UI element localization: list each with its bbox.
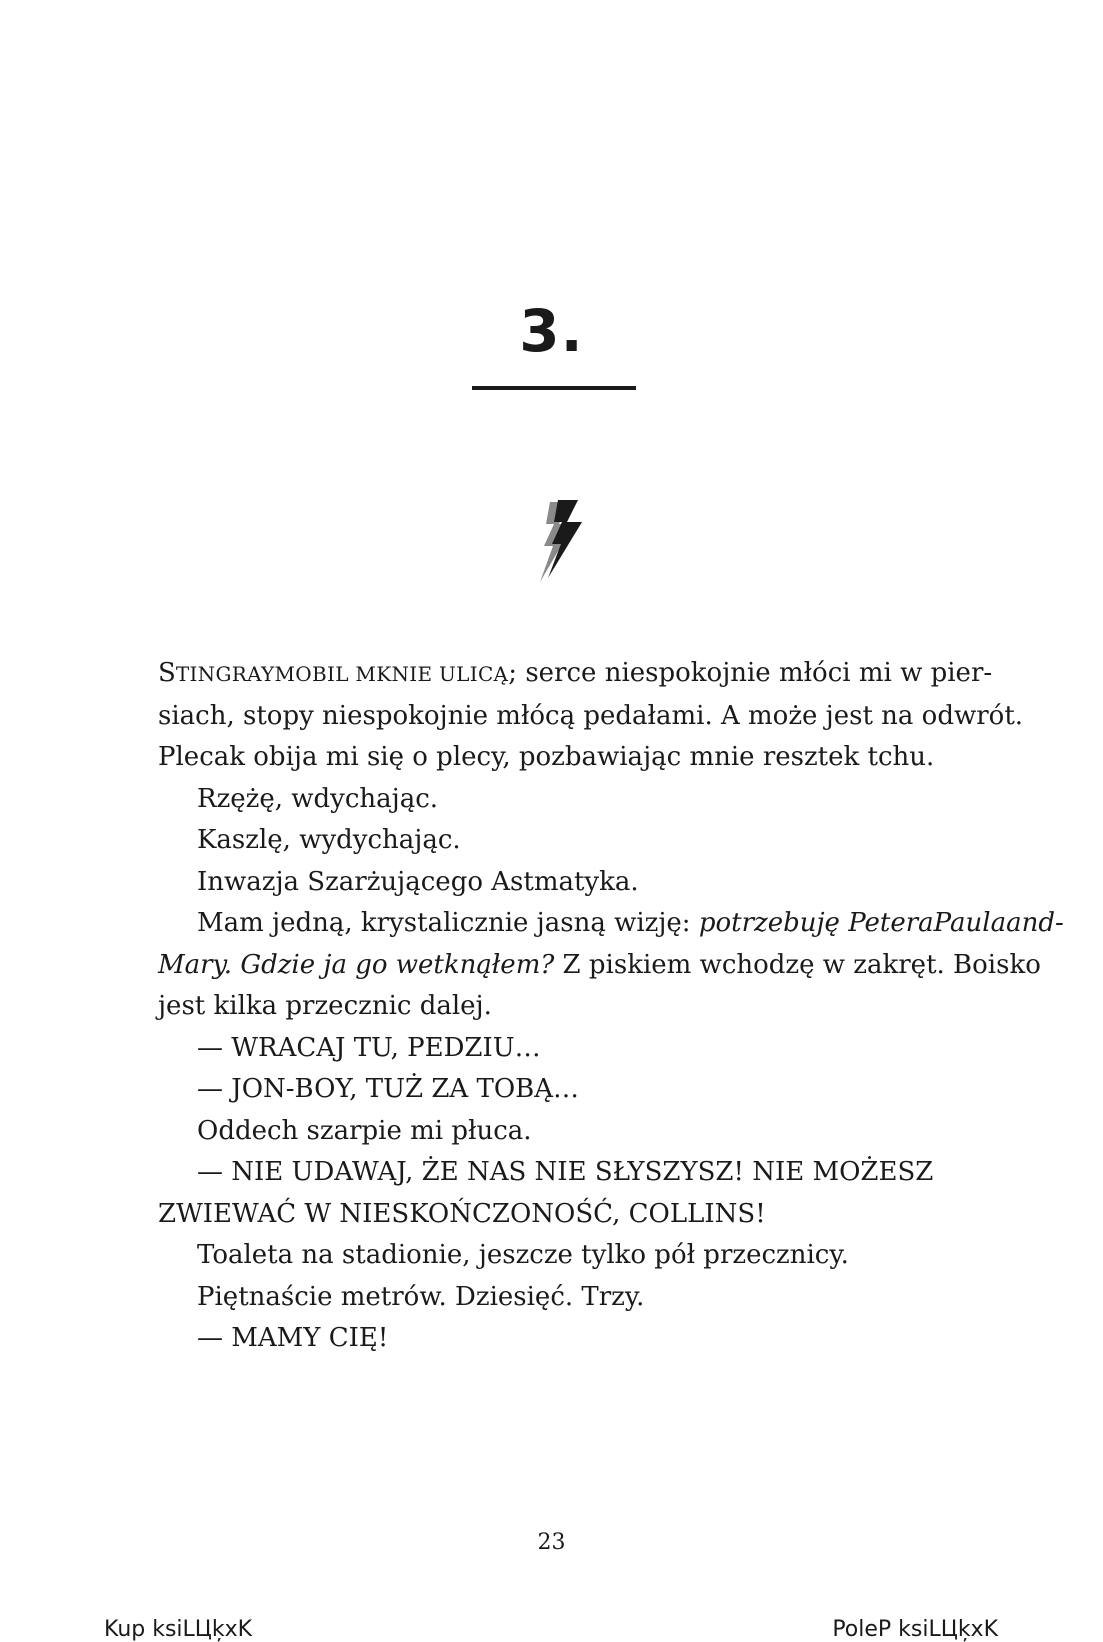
paragraph-3: Kaszlę, wydychając.: [197, 825, 461, 855]
paragraph-10: Toaleta na stadionie, jeszcze tylko pół przecznicy.: [197, 1240, 849, 1270]
chapter-rule: [472, 386, 636, 390]
chapter-body: [158, 653, 1064, 1360]
lightning-bolt-icon: [530, 498, 600, 582]
footer-buy-book-link[interactable]: Kup ksiLЦķxK: [104, 1617, 253, 1642]
drop-small-cap-initial: S: [158, 658, 176, 688]
paragraph-8: Oddech szarpie mi płuca.: [197, 1115, 532, 1146]
paragraph-4: Inwazja Szarżującego Astmatyka.: [197, 866, 639, 897]
paragraph-5-line-1: [158, 903, 1064, 945]
paragraph-1-line-1: [158, 653, 993, 696]
paragraph-5-line-2: [158, 945, 1041, 987]
paragraph-5-roman-b: Z piskiem wchodzę w zakręt. Boisko: [554, 949, 1041, 980]
paragraph-9-line-1: — NIE UDAWAJ, ŻE NAS NIE SŁYSZYSZ! NIE MOŻESZ: [197, 1157, 934, 1187]
paragraph-1-line-2: siach, stopy niespokojnie młócą pedałami. A może jest na odwrót.: [158, 700, 1024, 731]
paragraph-12: — MAMY CIĘ!: [197, 1323, 389, 1353]
paragraph-2: Rzężę, wdychając.: [197, 783, 439, 814]
page-number: 23: [537, 1530, 566, 1555]
paragraph-11: Piętnaście metrów. Dziesięć. Trzy.: [197, 1281, 645, 1312]
footer-recommend-book-link[interactable]: PoleP ksiLЦķxK: [832, 1617, 998, 1642]
chapter-number: 3.: [519, 297, 584, 365]
paragraph-1-line-3: Plecak obija mi się o plecy, pozbawiając mnie resztek tchu.: [158, 742, 935, 772]
paragraph-5-line-3: jest kilka przecznic dalej.: [158, 991, 492, 1021]
paragraph-5-italic-a: potrzebuję PeteraPaulaand-: [698, 908, 1064, 938]
paragraph-9-line-2: ZWIEWAĆ W NIESKOŃCZONOŚĆ, COLLINS!: [158, 1198, 766, 1229]
small-caps-opening: TINGRAYMOBIL MKNIE ULICĄ: [175, 662, 509, 686]
paragraph-7: — JON-BOY, TUŻ ZA TOBĄ…: [197, 1074, 580, 1104]
paragraph-6: — WRACAJ TU, PEDZIU…: [197, 1032, 541, 1063]
paragraph-5-italic-b: Mary. Gdzie ja go wetknąłem?: [158, 949, 555, 980]
paragraph-5-roman-a: Mam jedną, krystalicznie jasną wizję:: [197, 908, 699, 938]
paragraph-1-line-1-rest: ; serce niespokojnie młóci mi w pier-: [508, 658, 993, 688]
